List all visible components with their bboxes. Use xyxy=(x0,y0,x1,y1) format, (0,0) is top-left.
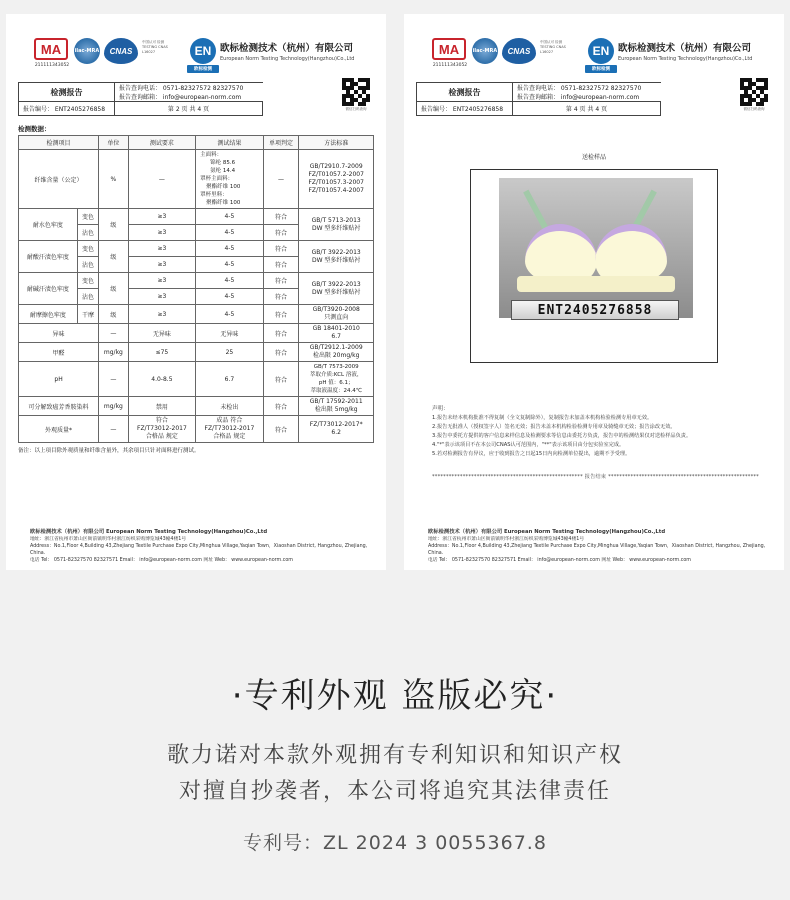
cell-std xyxy=(299,241,374,273)
cell-judge: 符合 xyxy=(263,241,299,257)
cell-req xyxy=(128,416,196,443)
cell-unit: — xyxy=(99,324,129,343)
std-line: 6.7 xyxy=(331,333,341,340)
report-remarks xyxy=(432,405,772,459)
std-line: GB 18401-2010 xyxy=(312,325,360,332)
brand-name-en: European Norm Testing Technology(Hangzhou)Co.,Ltd xyxy=(220,56,355,62)
std-line: GB/T 17592-2011 xyxy=(309,398,363,405)
cell-judge: 符合 xyxy=(263,289,299,305)
cell-unit: mg/kg xyxy=(99,397,129,416)
accreditation-logos xyxy=(34,38,170,68)
table-row xyxy=(19,305,374,324)
cell-judge: 符合 xyxy=(263,343,299,362)
cell-item: 耐酸汗渍色牢度 xyxy=(19,241,78,273)
ilac-mra-icon: ilac-MRA xyxy=(74,38,100,64)
footer-company: 欧标检测技术（杭州）有限公司 European Norm Testing Technology(Hangzhou)Co.,Ltd xyxy=(428,529,666,535)
sample-photo xyxy=(499,178,693,318)
table-row xyxy=(19,397,374,416)
std-line: GB/T3920-2008 xyxy=(312,306,360,313)
cell-req: ≥3 xyxy=(128,257,196,273)
cell-sub: 沾色 xyxy=(77,225,98,241)
req-line: 符合 xyxy=(155,417,168,424)
cell-req: ≥3 xyxy=(128,273,196,289)
cell-sub: 沾色 xyxy=(77,289,98,305)
result-line: 合格品 规定 xyxy=(213,433,246,440)
std-line: FZ/T01057.3-2007 xyxy=(308,179,364,186)
qr-icon xyxy=(740,78,768,106)
cell-std xyxy=(299,324,374,343)
table-row xyxy=(19,362,374,397)
phone-text: 报告查询电话： 0571-82327572 82327570 xyxy=(517,85,642,92)
footer-address-en: Address：No.1,Floor 4,Building 43,Zhejiang Textile Purchase Expo City,Minghua Village,Yaqian Town，Xiaoshan District, Hangzhou, Zhejiang, China. xyxy=(30,544,368,556)
report-footer xyxy=(30,529,374,564)
ma-number: 211111343052 xyxy=(34,63,70,68)
cell-result xyxy=(196,150,264,209)
table-row xyxy=(19,343,374,362)
footer-address-en: Address：No.1,Floor 4,Building 43,Zhejiang Textile Purchase Expo City,Minghua Village,Yaqian Town，Xiaoshan District, Hangzhou, Zhejiang, China. xyxy=(428,544,766,556)
cell-result: 4-5 xyxy=(196,273,264,289)
table-row xyxy=(19,241,374,257)
cell-item: 耐碱汗渍色牢度 xyxy=(19,273,78,305)
email-text: 报告查询邮箱： info@european-norm.com xyxy=(119,94,242,101)
std-line: DW 型多纤维贴衬 xyxy=(311,288,361,296)
result-line: 罩杯里料： xyxy=(200,192,228,198)
col-requirement: 测试要求 xyxy=(128,136,196,150)
cell-req: — xyxy=(128,150,196,209)
col-unit: 单位 xyxy=(99,136,129,150)
cell-unit: mg/kg xyxy=(99,343,129,362)
patent-number: 专利号：ZL 2024 3 0055367.8 xyxy=(243,832,547,854)
cell-item: 耐水色牢度 xyxy=(19,209,78,241)
cell-judge: 符合 xyxy=(263,225,299,241)
req-line: FZ/T73012-2017 xyxy=(137,425,187,432)
remark-item: 5.若对检测报告有异议，应于收到报告之日起15日内向检测单位提出，逾期不予受理。 xyxy=(432,451,631,457)
cell-unit: 级 xyxy=(99,209,129,241)
report-title: 检测报告 xyxy=(417,83,513,102)
footer-address-cn: 地址：浙江省杭州市萧山区衙前镇明华村浙江纺织采购博览城43幢4楼1号 xyxy=(428,537,585,542)
cnas-caption: 中国认可 检测 TESTING CNAS L16027 xyxy=(540,40,566,54)
page-number: 第 2 页 共 4 页 xyxy=(115,102,263,116)
patent-statement-line1: 歌力诺对本款外观拥有专利知识和知识产权 xyxy=(166,743,623,768)
ma-logo xyxy=(34,38,70,68)
cell-result: 4-5 xyxy=(196,289,264,305)
cell-result xyxy=(196,416,264,443)
data-section-label: 检测数据： xyxy=(18,125,51,133)
report-phone xyxy=(115,83,263,102)
cell-result: 4-5 xyxy=(196,257,264,273)
report-header xyxy=(18,36,374,78)
cell-req: 无异味 xyxy=(128,324,196,343)
std-line: 只测直向 xyxy=(324,314,349,321)
col-standard: 方法标准 xyxy=(299,136,374,150)
remark-item: 1.报告未经本机构批准不得复制（全文复制除外），复制报告未加盖本机构检验检测专用章无效。 xyxy=(432,415,653,421)
report-info xyxy=(18,82,374,116)
cell-judge: 符合 xyxy=(263,362,299,397)
std-line: DW 型多纤维贴衬 xyxy=(311,224,361,232)
result-line: 罩杯主面料： xyxy=(200,176,234,182)
brand-mark-text: EN xyxy=(592,44,610,58)
report-footer xyxy=(428,529,772,564)
table-row xyxy=(19,209,374,225)
cnas-icon: CNAS xyxy=(502,38,536,64)
std-line: GB/T2912.1-2009 xyxy=(309,344,363,351)
table-row xyxy=(19,150,374,209)
cell-item: 甲醛 xyxy=(19,343,99,362)
cell-judge: 符合 xyxy=(263,305,299,324)
cell-sub: 干摩 xyxy=(77,305,98,324)
report-phone xyxy=(513,83,661,102)
cell-std xyxy=(299,416,374,443)
cell-req: ≥3 xyxy=(128,305,196,324)
qr-caption: 微信扫码查询 xyxy=(345,107,367,111)
phone-text: 报告查询电话： 0571-82327572 82327570 xyxy=(119,85,244,92)
std-line: 检出限 5mg/kg xyxy=(314,406,358,413)
report-end-line: ****************************************************** 报告结束 ****************************************************** xyxy=(432,474,759,480)
cell-item: 外观质量* xyxy=(19,416,99,443)
brand-tag: 欧标检测 xyxy=(585,65,617,73)
cell-judge: 符合 xyxy=(263,397,299,416)
brand-name-cn: 欧标检测技术（杭州）有限公司 xyxy=(220,43,354,54)
cell-sub: 沾色 xyxy=(77,257,98,273)
footer-contact: 电话 Tel： 0571-82327570 82327571 Email： info@european-norm.com 网址 Web： www.european-norm.com xyxy=(30,558,293,563)
report-header xyxy=(416,36,772,78)
qr-caption: 微信扫码查询 xyxy=(743,107,765,111)
cell-result: 4-5 xyxy=(196,241,264,257)
cell-item: pH xyxy=(19,362,99,397)
cell-unit: % xyxy=(99,150,129,209)
cell-std xyxy=(299,150,374,209)
table-row xyxy=(19,324,374,343)
result-line: 聚酯纤维 100 xyxy=(206,184,241,190)
report-page-4 xyxy=(404,14,784,570)
bra-band xyxy=(517,276,675,292)
table-header-row xyxy=(19,136,374,150)
page-number: 第 4 页 共 4 页 xyxy=(513,102,661,116)
cell-item: 异味 xyxy=(19,324,99,343)
report-title: 检测报告 xyxy=(19,83,115,102)
std-line: GB/T 3922-2013 xyxy=(311,248,361,256)
test-data-table xyxy=(18,135,374,443)
result-line: 成品 符合 xyxy=(216,417,243,424)
table-note: 备注：以上项目除外观质量和纤维含量外，其余项目只针对面料进行测试。 xyxy=(18,448,200,454)
brand-logo xyxy=(190,38,355,71)
cell-unit: 级 xyxy=(99,305,129,324)
std-line: FZ/T01057.2-2007 xyxy=(308,171,364,178)
brand-name-en: European Norm Testing Technology(Hangzhou)Co.,Ltd xyxy=(618,56,753,62)
cell-std xyxy=(299,362,374,397)
cell-std xyxy=(299,397,374,416)
cell-result: 4-5 xyxy=(196,209,264,225)
cell-result: 6.7 xyxy=(196,362,264,397)
result-line: FZ/T73012-2017 xyxy=(204,425,255,432)
footer-address-cn: 地址：浙江省杭州市萧山区衙前镇明华村浙江纺织采购博览城43幢4楼1号 xyxy=(30,537,187,542)
cell-sub: 变色 xyxy=(77,273,98,289)
cell-judge: 符合 xyxy=(263,324,299,343)
col-result: 测试结果 xyxy=(196,136,264,150)
cell-req: ≥3 xyxy=(128,289,196,305)
std-line: 萃取介质:KCL 溶液， xyxy=(310,372,363,378)
cell-sub: 变色 xyxy=(77,209,98,225)
std-line: 6.2 xyxy=(331,429,341,436)
cnas-caption: 中国认可 检测 TESTING CNAS L16027 xyxy=(142,40,168,54)
col-item: 检测项目 xyxy=(19,136,99,150)
report-page-2 xyxy=(6,14,386,570)
std-line: 检出限 20mg/kg xyxy=(312,352,360,359)
cell-unit: 级 xyxy=(99,273,129,305)
cell-item: 纤维含量（公定） xyxy=(19,150,99,209)
sample-label: 送检样品 xyxy=(581,154,606,161)
cell-req: ≥3 xyxy=(128,225,196,241)
sample-photo-frame xyxy=(470,169,718,363)
cell-std xyxy=(299,343,374,362)
cell-sub: 变色 xyxy=(77,241,98,257)
result-line: 聚酯纤维 100 xyxy=(206,200,241,206)
cell-unit: — xyxy=(99,362,129,397)
std-line: FZ/T01057.4-2007 xyxy=(308,187,364,194)
report-number: 报告编号： ENT2405276858 xyxy=(417,102,513,116)
std-line: FZ/T73012-2017* xyxy=(309,421,363,428)
cell-judge: 符合 xyxy=(263,416,299,443)
std-line: GB/T 3922-2013 xyxy=(311,280,361,288)
std-line: GB/T 7573-2009 xyxy=(313,364,359,370)
cell-item: 耐摩擦色牢度 xyxy=(19,305,78,324)
cell-item: 可分解致癌芳香胺染料 xyxy=(19,397,99,416)
cell-result: 无异味 xyxy=(196,324,264,343)
std-line: pH 值：6.1； xyxy=(318,380,354,386)
qr-code xyxy=(340,78,372,118)
result-line: 主面料： xyxy=(200,152,223,158)
brand-mark-text: EN xyxy=(194,44,212,58)
cell-result: 4-5 xyxy=(196,305,264,324)
remarks-heading: 声明： xyxy=(432,406,449,412)
std-line: GB/T 5713-2013 xyxy=(311,216,361,224)
qr-code xyxy=(738,78,770,118)
table-row xyxy=(19,416,374,443)
ma-logo xyxy=(432,38,468,68)
remark-item: 4."*"表示该项目不在本公司CNAS认可范围内，"**"表示该项目由分包实验室完成。 xyxy=(432,442,625,448)
std-line: DW 型多纤维贴衬 xyxy=(311,256,361,264)
remark-item: 2.报告无批准人（授权签字人）签名无效；报告未盖本机构检验检测专用章及骑缝章无效；报告涂改无效。 xyxy=(432,424,676,430)
ma-icon: MA xyxy=(432,38,466,60)
result-line: 锦纶 85.6 xyxy=(210,160,236,166)
cell-req: ≥3 xyxy=(128,241,196,257)
cell-std xyxy=(299,209,374,241)
cell-req: 4.0-8.5 xyxy=(128,362,196,397)
brand-name-cn: 欧标检测技术（杭州）有限公司 xyxy=(618,43,752,54)
accreditation-logos xyxy=(432,38,568,68)
cell-std xyxy=(299,305,374,324)
std-line: GB/T2910.7-2009 xyxy=(309,163,363,170)
cell-unit: — xyxy=(99,416,129,443)
cell-judge: 符合 xyxy=(263,209,299,225)
cell-result: 4-5 xyxy=(196,225,264,241)
cell-req: ≥3 xyxy=(128,209,196,225)
cell-result: 未检出 xyxy=(196,397,264,416)
cnas-icon: CNAS xyxy=(104,38,138,64)
qr-icon xyxy=(342,78,370,106)
patent-statement-line2: 对擅自抄袭者，本公司将追究其法律责任 xyxy=(178,779,611,804)
patent-headline: ·专利外观 盗版必究· xyxy=(231,676,559,716)
col-judgement: 单项判定 xyxy=(263,136,299,150)
report-info xyxy=(416,82,772,116)
req-line: 合格品 规定 xyxy=(145,433,178,440)
ma-number: 211111343052 xyxy=(432,63,468,68)
cell-req: ≤75 xyxy=(128,343,196,362)
ma-icon: MA xyxy=(34,38,68,60)
remark-item: 3.报告中委托方提供的客户信息来样信息及检测要求等信息由委托方负责，报告中的检测结果仅对送检样品负责。 xyxy=(432,433,692,439)
sample-code-label: ENT2405276858 xyxy=(511,300,679,320)
brand-icon xyxy=(588,38,614,71)
result-line: 氨纶 14.4 xyxy=(210,168,236,174)
email-text: 报告查询邮箱： info@european-norm.com xyxy=(517,94,640,101)
table-row xyxy=(19,273,374,289)
brand-tag: 欧标检测 xyxy=(187,65,219,73)
cell-judge: 符合 xyxy=(263,257,299,273)
footer-contact: 电话 Tel： 0571-82327570 82327571 Email： info@european-norm.com 网址 Web： www.european-norm.com xyxy=(428,558,691,563)
brand-icon xyxy=(190,38,216,71)
cell-unit: 级 xyxy=(99,241,129,273)
cell-std xyxy=(299,273,374,305)
cell-result: 25 xyxy=(196,343,264,362)
footer-company: 欧标检测技术（杭州）有限公司 European Norm Testing Technology(Hangzhou)Co.,Ltd xyxy=(30,529,268,535)
brand-logo xyxy=(588,38,753,71)
cell-req: 禁用 xyxy=(128,397,196,416)
ilac-mra-icon: ilac-MRA xyxy=(472,38,498,64)
report-number: 报告编号： ENT2405276858 xyxy=(19,102,115,116)
std-line: 萃取液温度：24.4℃ xyxy=(310,388,362,394)
cell-judge: 符合 xyxy=(263,273,299,289)
cell-judge: — xyxy=(263,150,299,209)
